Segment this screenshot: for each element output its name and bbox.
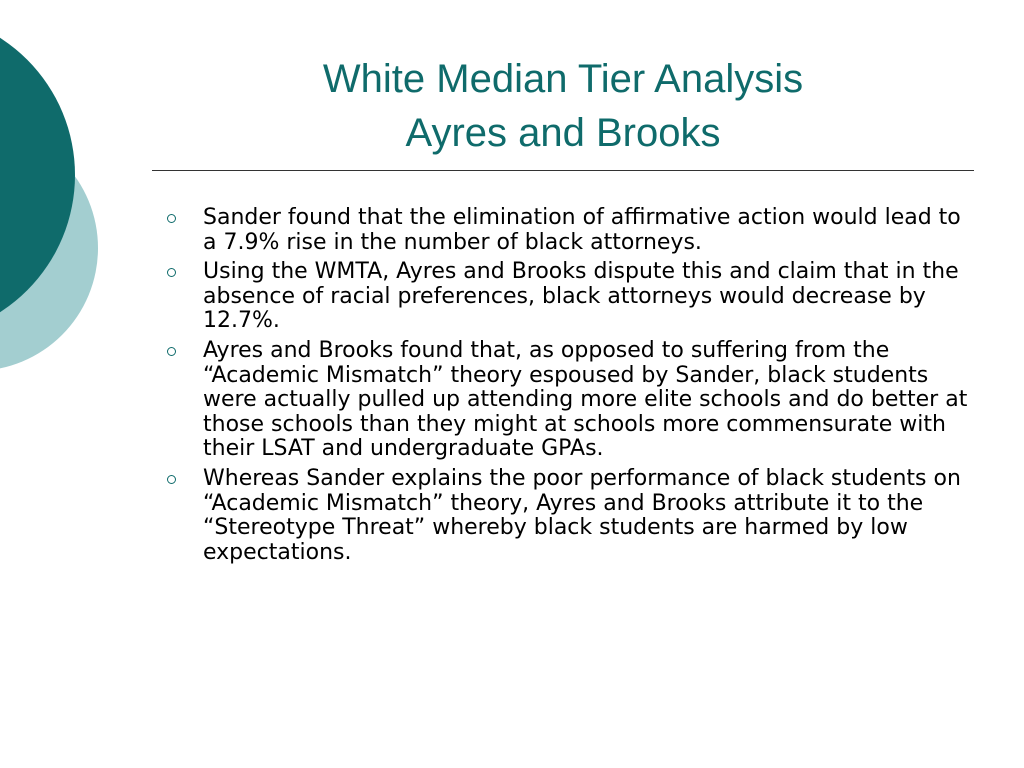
bullet-item [160,260,980,334]
hollow-circle-icon [167,347,176,356]
hollow-circle-icon [167,214,176,223]
bullet-text: Ayres and Brooks found that, as opposed to suffering from the “Academic Mismatch” theory espoused by Sander, black students were actually pulled up attending more elite schools and do better at those schools than they might at schools more commensurate with their LSAT and undergraduate GPAs. [203,337,968,462]
title-line-2: Ayres and Brooks [405,111,721,155]
bullet-text: Using the WMTA, Ayres and Brooks dispute this and claim that in the absence of racial preferences, black attorneys would decrease by 12.7%. [203,259,959,334]
bullet-text: Whereas Sander explains the poor performance of black students on “Academic Mismatch” theory, Ayres and Brooks attribute it to the “Stereotype Threat” whereby black students are harmed by low expectations. [203,465,961,565]
title-divider [152,170,974,171]
slide-title [152,52,974,160]
title-line-1: White Median Tier Analysis [322,57,804,101]
bullet-list [160,206,980,570]
hollow-circle-icon [167,268,176,277]
decorative-circles [0,0,120,420]
bullet-item [160,206,980,255]
bullet-item [160,467,980,565]
hollow-circle-icon [167,475,176,484]
bullet-text: Sander found that the elimination of affirmative action would lead to a 7.9% rise in the number of black attorneys. [203,205,961,255]
bullet-item [160,339,980,462]
